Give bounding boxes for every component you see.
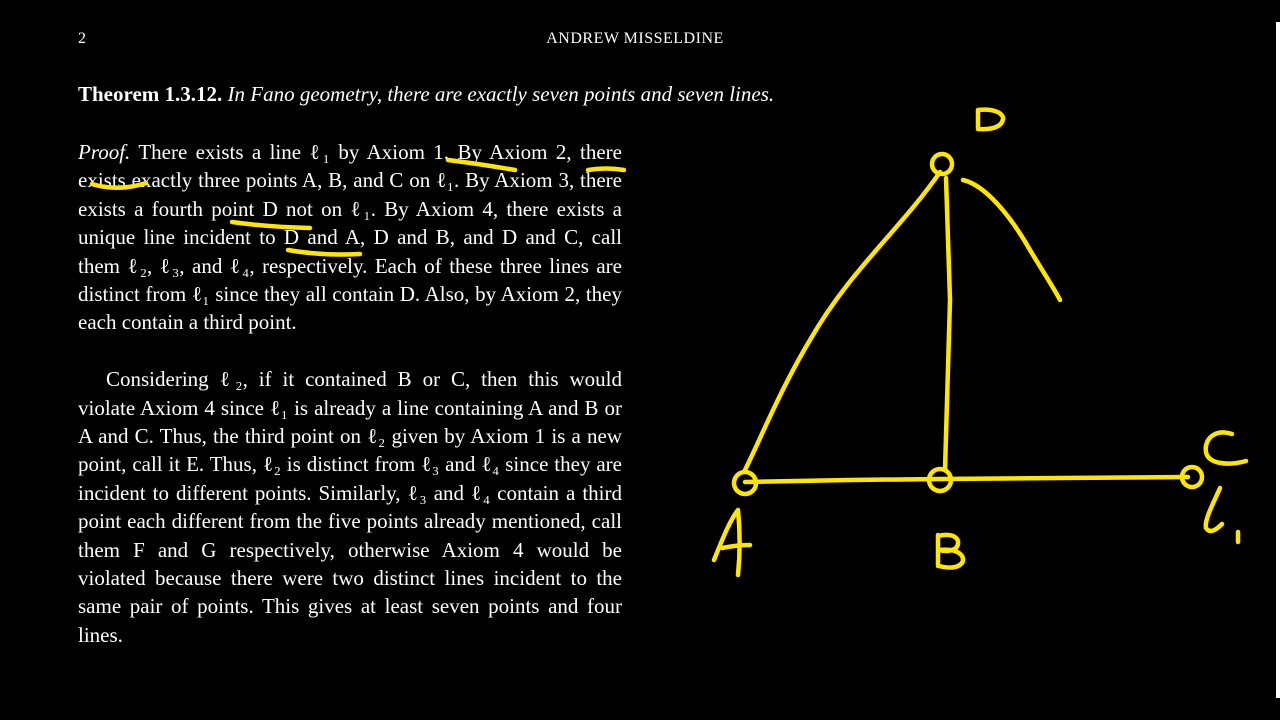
theorem-statement (78, 82, 774, 107)
line-db (945, 178, 950, 470)
theorem-label: Theorem 1.3.12. (78, 82, 223, 106)
label-b (938, 535, 963, 568)
point-b (929, 469, 951, 491)
fano-sketch (714, 110, 1246, 575)
running-head: ANDREW MISSELDINE (546, 30, 724, 47)
label-d (978, 110, 1003, 130)
line-l1 (745, 477, 1188, 482)
label-l1 (1206, 488, 1238, 542)
label-c (1206, 432, 1246, 463)
proof-paragraph-1 (78, 138, 622, 337)
point-a (734, 472, 756, 494)
page-number: 2 (78, 30, 86, 47)
proof-paragraph-2: Considering ℓ₂, if it contained B or C, then this would violate Axiom 4 since ℓ₁ is already a line containing A and B or A and C. Thus, the third point on ℓ₂ given by Axiom 1 is a new point, call it E. Thus, ℓ₂ is distinct from ℓ₃ and ℓ₄ since they are incident to different points. Similarly, ℓ₃ and ℓ₄ contain a third point each different from the five points already mentioned, call them F and G respectively, otherwise Axiom 4 would be violated because there were two distinct lines incident to the same pair of points. This gives at least seven points and four lines. (78, 367, 622, 647)
proof-label: Proof. (78, 140, 131, 164)
theorem-text: In Fano geometry, there are exactly seven points and seven lines. (227, 82, 775, 106)
label-a (714, 510, 750, 575)
proof-body (78, 138, 622, 696)
line-da (745, 172, 940, 470)
right-edge-bar (1276, 22, 1280, 698)
proof-paragraph-1-text: There exists a line ℓ₁ by Axiom 1. By Axiom 2, there exists exactly three points A, B, and C on ℓ₁. By Axiom 3, there exists a fourth point D not on ℓ₁. By Axiom 4, there exists a unique line incident to D and A, D and B, and D and C, call them ℓ₂, ℓ₃, and ℓ₄, respectively. Each of these three lines are distinct from ℓ₁ since they all contain D. Also, by Axiom 2, they each contain a third point. (78, 140, 622, 335)
point-c (1182, 467, 1202, 487)
line-dc-partial (963, 180, 1060, 300)
point-d (932, 154, 952, 174)
